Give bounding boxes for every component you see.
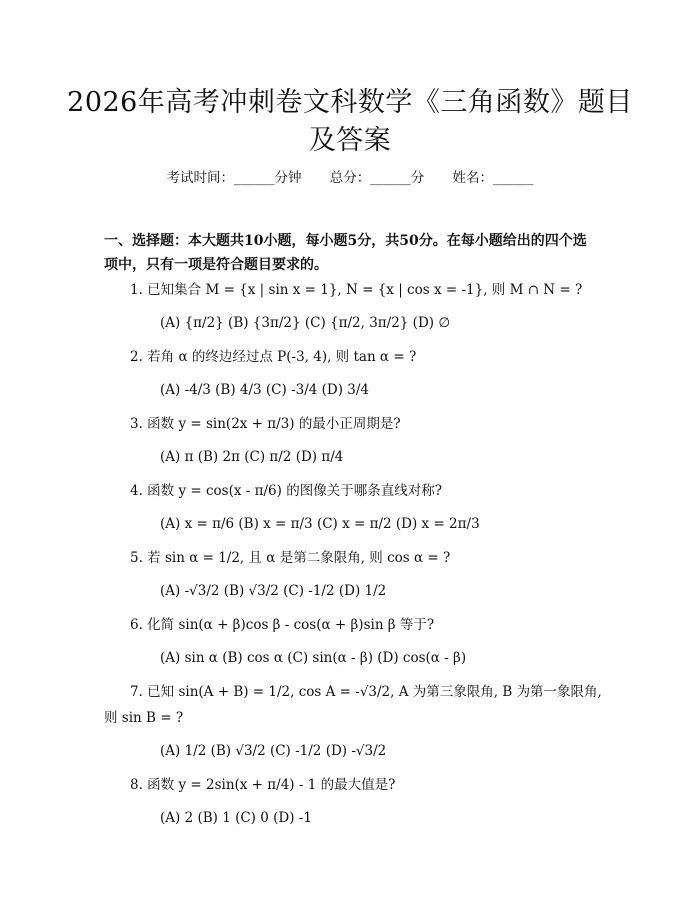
page-title: 2026年高考冲刺卷文科数学《三角函数》题目及答案 [67, 87, 633, 156]
question-item [104, 478, 604, 537]
question-options: (A) -√3/2 (B) √3/2 (C) -1/2 (D) 1/2 [160, 583, 387, 599]
question-options: (A) x = π/6 (B) x = π/3 (C) x = π/2 (D) x = 2π/3 [160, 516, 480, 532]
question-options: (A) {π/2} (B) {3π/2} (C) {π/2, 3π/2} (D) ∅ [160, 315, 451, 331]
exam-time-field: 考试时间：______分钟 [166, 170, 302, 186]
question-item [104, 612, 604, 671]
question-options: (A) sin α (B) cos α (C) sin(α - β) (D) cos(α - β) [160, 650, 467, 666]
question-item [104, 277, 604, 336]
question-item [104, 411, 604, 470]
question-stem: 1. 已知集合 M = {x | sin x = 1}, N = {x | cos x = -1}, 则 M ∩ N = ? [130, 282, 583, 298]
question-stem: 6. 化简 sin(α + β)cos β - cos(α + β)sin β 等于? [130, 617, 435, 633]
question-stem: 2. 若角 α 的终边经过点 P(-3, 4), 则 tan α = ? [130, 349, 417, 365]
question-stem: 4. 函数 y = cos(x - π/6) 的图像关于哪条直线对称? [130, 483, 442, 499]
total-score-field: 总分：______分 [329, 170, 425, 186]
question-item [104, 344, 604, 403]
question-list [104, 277, 604, 839]
question-options: (A) -4/3 (B) 4/3 (C) -3/4 (D) 3/4 [160, 382, 370, 398]
question-stem: 3. 函数 y = sin(2x + π/3) 的最小正周期是? [130, 416, 401, 432]
question-stem: 5. 若 sin α = 1/2, 且 α 是第二象限角, 则 cos α = ? [130, 550, 451, 566]
section-heading: 一、选择题：本大题共10小题，每小题5分，共50分。在每小题给出的四个选项中，只有一项是符合题目要求的。 [104, 233, 587, 273]
question-item [104, 772, 604, 831]
question-options: (A) 1/2 (B) √3/2 (C) -1/2 (D) -√3/2 [160, 743, 387, 759]
student-name-field: 姓名：______ [452, 170, 534, 186]
exam-info-line [0, 168, 700, 188]
question-stem: 8. 函数 y = 2sin(x + π/4) - 1 的最大值是? [130, 777, 396, 793]
question-options: (A) π (B) 2π (C) π/2 (D) π/4 [160, 449, 344, 465]
question-stem: 7. 已知 sin(A + B) = 1/2, cos A = -√3/2, A 为第三象限角, B 为第一象限角, 则 sin B = ? [104, 684, 602, 726]
question-options: (A) 2 (B) 1 (C) 0 (D) -1 [160, 810, 312, 826]
question-item [104, 679, 604, 764]
question-item [104, 545, 604, 604]
